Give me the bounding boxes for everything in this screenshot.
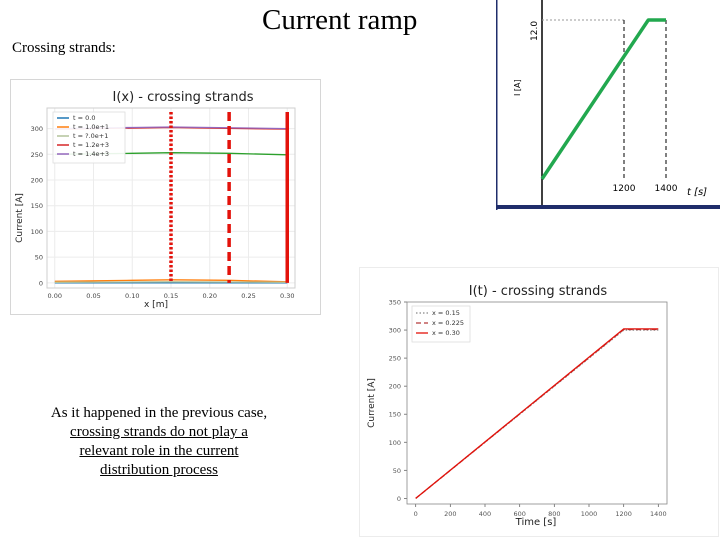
ix-xtick-label: 0.20: [202, 292, 217, 300]
it-ytick-label: 350: [388, 298, 401, 307]
it-ytick-label: 100: [388, 438, 401, 447]
it-chart-panel: [360, 268, 718, 536]
ix-xtick-label: 0.30: [280, 292, 295, 300]
it-legend-label: x = 0.30: [432, 329, 460, 337]
caption: [24, 404, 294, 480]
it-series-line: [416, 330, 659, 498]
it-chart: [360, 268, 718, 536]
caption-line-1: As it happened in the previous case,: [50, 405, 268, 421]
it-xtick-label: 1200: [615, 510, 632, 518]
section-label: Crossing strands:: [12, 40, 116, 56]
ix-legend-label: t = 1.2e+3: [73, 141, 110, 149]
it-ytick-label: 0: [396, 494, 401, 503]
it-xtick-label: 1000: [580, 510, 598, 518]
ix-chart-title: I(x) - crossing strands: [112, 90, 254, 105]
ix-chart-panel: [10, 79, 321, 315]
ix-legend-label: t = ?.0e+1: [73, 132, 109, 140]
ix-ytick-label: 200: [30, 176, 43, 185]
ix-xtick-label: 0.25: [241, 292, 256, 300]
it-ytick-label: 50: [392, 466, 401, 475]
ramp-chart: [496, 0, 720, 210]
it-xtick-label: 1400: [650, 510, 667, 518]
ix-ytick-label: 100: [30, 227, 43, 236]
ix-legend-label: t = 1.0e+1: [73, 123, 110, 131]
ix-chart: [11, 80, 320, 314]
slide-title: Current ramp: [262, 4, 418, 36]
it-xtick-label: 200: [444, 510, 457, 518]
it-series-line: [416, 330, 659, 499]
ix-ytick-label: 150: [30, 202, 43, 211]
ix-legend-label: t = 0.0: [73, 114, 96, 122]
it-xtick-label: 800: [548, 510, 561, 518]
ix-xtick-label: 0.00: [47, 292, 62, 300]
ix-xtick-label: 0.05: [86, 292, 101, 300]
ix-ytick-label: 50: [34, 253, 43, 262]
caption-line-2: crossing strands do not play a: [70, 424, 248, 440]
caption-line-4: distribution process: [100, 462, 218, 478]
ramp-xlabel: t [s]: [686, 187, 708, 198]
it-chart-title: I(t) - crossing strands: [468, 284, 608, 299]
ix-xtick-label: 0.15: [163, 292, 179, 300]
it-ytick-label: 200: [388, 382, 401, 391]
it-ytick-label: 300: [388, 326, 401, 335]
ix-xtick-label: 0.10: [125, 292, 140, 300]
ix-ytick-label: 300: [30, 125, 43, 134]
caption-line-3: relevant role in the current: [79, 443, 239, 459]
it-series-line: [416, 329, 659, 499]
ix-xlabel: x [m]: [144, 300, 168, 310]
it-xlabel: Time [s]: [515, 517, 557, 528]
it-ytick-label: 250: [388, 354, 401, 363]
ramp-chart-panel: [496, 0, 720, 210]
ix-legend-label: t = 1.4e+3: [73, 150, 110, 158]
ix-ytick-label: 0: [38, 279, 43, 288]
ix-series-line: [55, 282, 287, 283]
ix-ytick-label: 250: [30, 150, 43, 159]
ramp-xtick-1200: 1200: [612, 184, 636, 194]
it-legend-label: x = 0.225: [432, 319, 465, 327]
it-xtick-label: 400: [478, 510, 492, 518]
ramp-xtick-1400: 1400: [654, 184, 678, 194]
it-ylabel: Current [A]: [367, 378, 377, 428]
ix-ylabel: Current [A]: [15, 193, 25, 243]
it-xtick-label: 0: [413, 510, 418, 518]
it-legend-label: x = 0.15: [432, 309, 460, 317]
ramp-ylabel: I [A]: [513, 79, 522, 96]
it-xtick-label: 600: [513, 510, 526, 518]
it-ytick-label: 150: [388, 410, 401, 419]
ramp-ytick-12: 12.0: [530, 20, 540, 41]
